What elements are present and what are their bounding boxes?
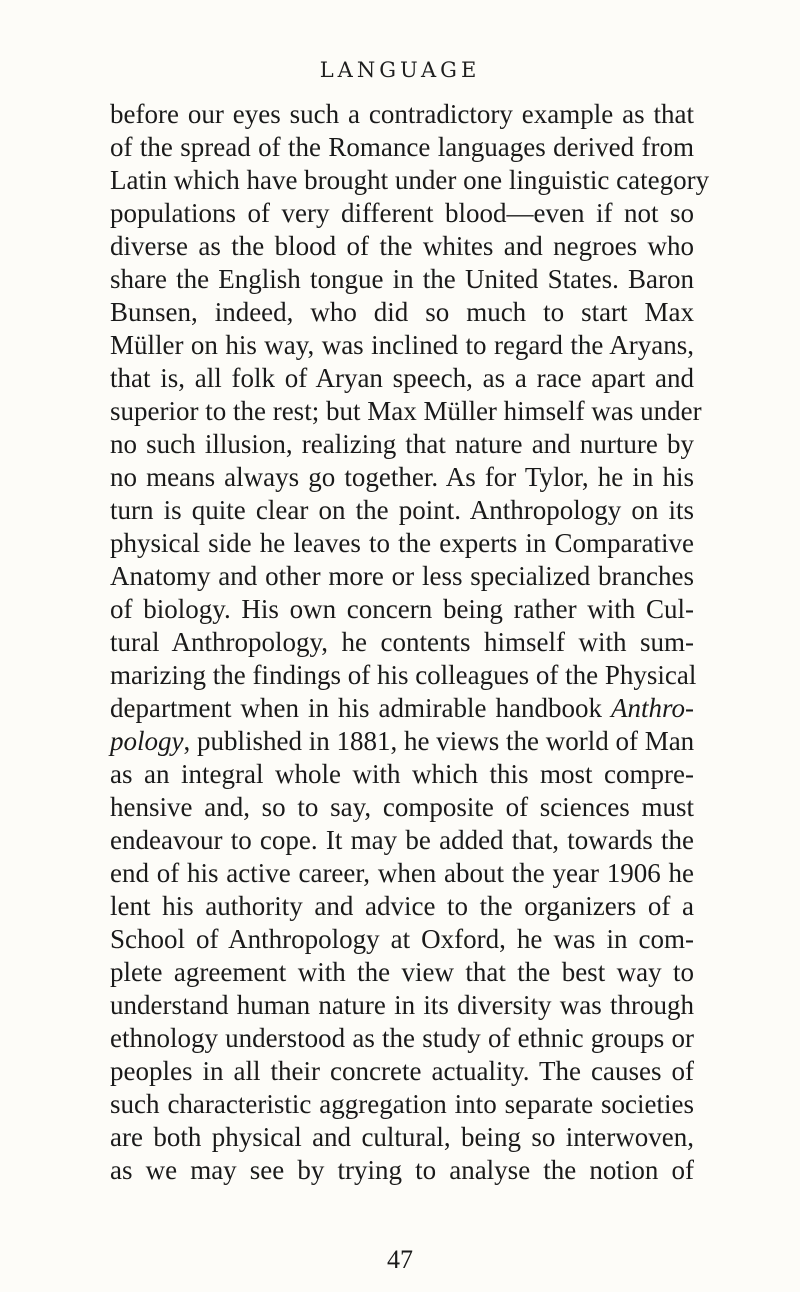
text-line: understand human nature in its diversity was through (110, 990, 694, 1020)
text-line: marizing the findings of his colleagues of the Physical (110, 660, 697, 690)
body-text (110, 98, 710, 1187)
text-line-with-italic (110, 692, 694, 725)
text-line: no such illusion, realizing that nature and nurture by (110, 429, 694, 459)
text-line: such characteristic aggregation into separate societies (110, 1089, 694, 1119)
running-head: LANGUAGE (319, 58, 481, 82)
text-segment: department when in his admirable handbook (110, 693, 602, 723)
text-segment: , published in 1881, he views the world of Man (183, 726, 695, 756)
text-line: Latin which have brought under one linguistic category (110, 165, 710, 195)
text-line: Anatomy and other more or less specialized branches (110, 561, 694, 591)
text-line: populations of very different blood—even if not so (110, 198, 694, 228)
text-line: end of his active career, when about the year 1906 he (110, 858, 694, 888)
text-line: physical side he leaves to the experts in Comparative (110, 528, 694, 558)
text-line: tural Anthropology, he contents himself with sum- (110, 627, 694, 657)
text-line: before our eyes such a contradictory example as that (110, 99, 694, 129)
text-line: hensive and, so to say, composite of sciences must (110, 792, 694, 822)
page-number: 47 (387, 1245, 413, 1274)
text-line: ethnology understood as the study of ethnic groups or (110, 1023, 694, 1053)
text-line: peoples in all their concrete actuality. The causes of (110, 1056, 694, 1086)
text-line: turn is quite clear on the point. Anthropology on its (110, 495, 694, 525)
text-line: share the English tongue in the United States. Baron (110, 264, 694, 294)
italic-title: Anthro- (611, 693, 695, 723)
text-line: of the spread of the Romance languages derived from (110, 132, 694, 162)
text-line: are both physical and cultural, being so interwoven, (110, 1122, 694, 1152)
text-line: superior to the rest; but Max Müller himself was under (110, 396, 702, 426)
text-line: Bunsen, indeed, who did so much to start Max (110, 297, 694, 327)
text-line: that is, all folk of Aryan speech, as a race apart and (110, 363, 694, 393)
text-line: as we may see by trying to analyse the notion of (110, 1155, 694, 1185)
text-line: plete agreement with the view that the best way to (110, 957, 694, 987)
text-line: lent his authority and advice to the organizers of a (110, 891, 694, 921)
text-line: endeavour to cope. It may be added that, towards the (110, 825, 694, 855)
text-line: diverse as the blood of the whites and negroes who (110, 231, 694, 261)
text-line: of biology. His own concern being rather with Cul- (110, 594, 694, 624)
text-line-with-italic (110, 725, 694, 758)
text-line: School of Anthropology at Oxford, he was in com- (110, 924, 694, 954)
text-line: as an integral whole with which this most compre- (110, 759, 694, 789)
text-line: Müller on his way, was inclined to regard the Aryans, (110, 330, 694, 360)
italic-title: pology (110, 726, 184, 756)
text-line: no means always go together. As for Tylor, he in his (110, 462, 694, 492)
